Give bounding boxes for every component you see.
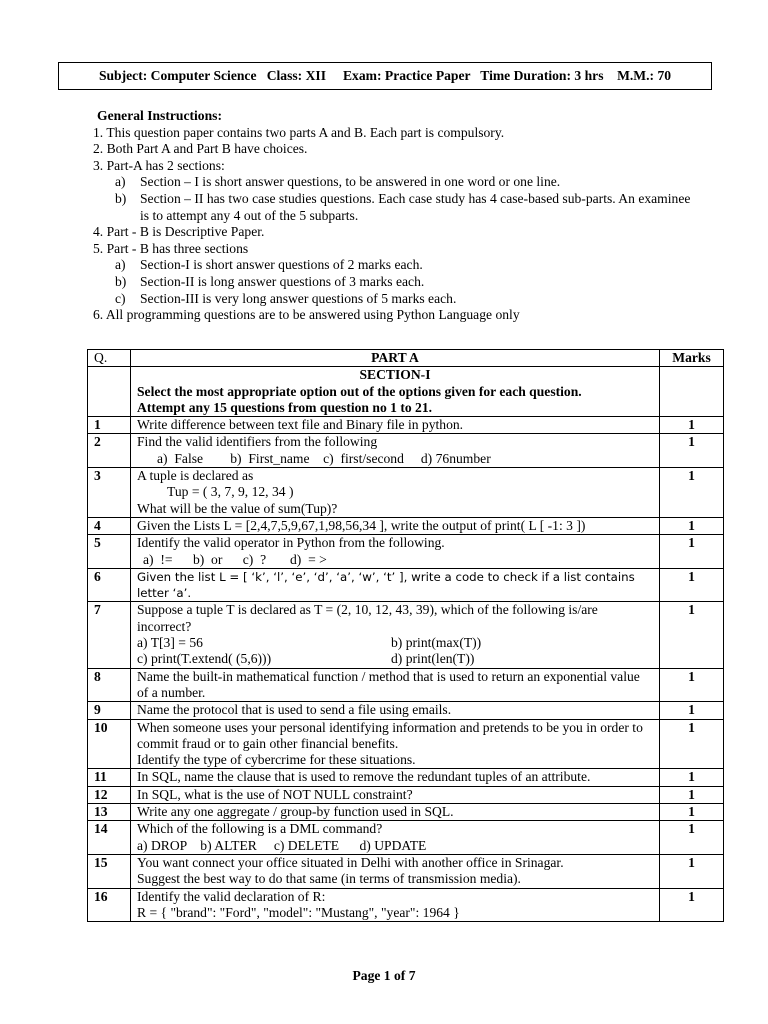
question-row [88, 602, 724, 668]
question-line: Given the Lists L = [2,4,7,5,9,67,1,98,56,34 ], write the output of print( L [ -1: 3 ]) [137, 517, 586, 533]
section-row [88, 367, 724, 417]
question-marks: 1 [660, 668, 724, 702]
question-row [88, 417, 724, 434]
question-marks: 1 [660, 854, 724, 888]
question-marks: 1 [660, 568, 724, 602]
question-line: Name the built-in mathematical function / method that is used to return an exponential value of a number. [137, 668, 640, 700]
question-line: What will be the value of sum(Tup)? [137, 500, 338, 516]
question-options [137, 651, 653, 667]
question-row [88, 719, 724, 769]
question-text [131, 786, 660, 803]
question-text [131, 854, 660, 888]
question-options: a) != b) or c) ? d) = > [143, 551, 327, 567]
column-header-part: PART A [131, 350, 660, 367]
question-text [131, 434, 660, 468]
question-number: 5 [88, 535, 131, 569]
question-number: 7 [88, 602, 131, 668]
question-options [137, 635, 653, 651]
question-line: When someone uses your personal identifying information and pretends to be you in order to commit fraud or to gain other financial benefits. [137, 719, 643, 751]
page-number: Page 1 of 7 [352, 968, 416, 983]
question-line: A tuple is declared as [137, 468, 254, 484]
question-text [131, 468, 660, 518]
question-text [131, 804, 660, 821]
question-row [88, 702, 724, 719]
question-marks: 1 [660, 517, 724, 534]
question-row [88, 568, 724, 602]
question-number: 13 [88, 804, 131, 821]
question-line: Identify the valid operator in Python from the following. [137, 535, 445, 551]
question-marks: 1 [660, 434, 724, 468]
question-text [131, 602, 660, 668]
question-marks: 1 [660, 821, 724, 855]
question-line: Which of the following is a DML command? [137, 821, 383, 837]
instruction-item: 2. Both Part A and Part B have choices. [93, 141, 308, 157]
section-instruction: Select the most appropriate option out of the options given for each question. [137, 383, 582, 399]
question-row [88, 668, 724, 702]
question-text [131, 417, 660, 434]
question-line: In SQL, what is the use of NOT NULL constraint? [137, 786, 413, 802]
question-marks: 1 [660, 888, 724, 922]
question-row [88, 468, 724, 518]
question-line: In SQL, name the clause that is used to remove the redundant tuples of an attribute. [137, 769, 591, 785]
section-title: SECTION-I [359, 367, 431, 383]
table-header-row [88, 350, 724, 367]
question-number: 12 [88, 786, 131, 803]
instruction-subitem: b) Section-II is long answer questions of 3 marks each. [115, 273, 425, 289]
question-number: 2 [88, 434, 131, 468]
question-number: 4 [88, 517, 131, 534]
question-line: Identify the valid declaration of R: [137, 888, 326, 904]
question-text [131, 535, 660, 569]
question-number: 9 [88, 702, 131, 719]
question-text [131, 702, 660, 719]
question-text [131, 719, 660, 769]
question-marks: 1 [660, 786, 724, 803]
question-row [88, 786, 724, 803]
paper-header: Subject: Computer Science Class: XII Exam: Practice Paper Time Duration: 3 hrs M.M.: 70 [58, 62, 712, 90]
question-marks: 1 [660, 468, 724, 518]
instruction-subitem: a) Section – I is short answer questions, to be answered in one word or one line. [115, 174, 561, 190]
question-marks: 1 [660, 769, 724, 786]
instruction-item: 1. This question paper contains two parts A and B. Each part is compulsory. [93, 124, 505, 140]
question-options: a) False b) First_name c) first/second d) 76number [157, 450, 491, 466]
question-number: 10 [88, 719, 131, 769]
question-text [131, 517, 660, 534]
question-marks: 1 [660, 417, 724, 434]
instruction-item: 4. Part - B is Descriptive Paper. [93, 224, 265, 240]
column-header-marks: Marks [660, 350, 724, 367]
instruction-subitem: c) Section-III is very long answer questions of 5 marks each. [115, 290, 457, 306]
instruction-item: 6. All programming questions are to be answered using Python Language only [93, 307, 520, 323]
question-line: Given the list L = [ ‘k’, ‘l’, ‘e’, ‘d’, ‘a’, ‘w’, ‘t’ ], write a code to check if a list contains letter ‘a’. [137, 569, 635, 601]
question-number: 1 [88, 417, 131, 434]
question-line: Identify the type of cybercrime for these situations. [137, 752, 416, 768]
question-text [131, 568, 660, 602]
instruction-item: 3. Part-A has 2 sections: [93, 157, 225, 173]
question-marks: 1 [660, 602, 724, 668]
question-number: 8 [88, 668, 131, 702]
question-line: Write difference between text file and Binary file in python. [137, 417, 464, 433]
question-row [88, 888, 724, 922]
option-d: d) print(len(T)) [391, 651, 475, 667]
question-marks: 1 [660, 535, 724, 569]
question-text [131, 888, 660, 922]
question-options: a) DROP b) ALTER c) DELETE d) UPDATE [137, 837, 427, 853]
option-a: a) T[3] = 56 [137, 635, 203, 651]
instruction-item: 5. Part - B has three sections [93, 240, 249, 256]
question-row [88, 535, 724, 569]
question-row [88, 517, 724, 534]
question-line: Suppose a tuple T is declared as T = (2, 10, 12, 43, 39), which of the following is/are incorrect? [137, 602, 598, 634]
question-number: 16 [88, 888, 131, 922]
question-marks: 1 [660, 804, 724, 821]
question-number: 14 [88, 821, 131, 855]
column-header-q: Q. [88, 350, 131, 367]
question-number: 6 [88, 568, 131, 602]
question-marks: 1 [660, 702, 724, 719]
question-text [131, 769, 660, 786]
general-instructions [93, 108, 693, 324]
question-marks: 1 [660, 719, 724, 769]
question-row [88, 769, 724, 786]
question-line: R = { "brand": "Ford", "model": "Mustang", "year": 1964 } [137, 904, 460, 920]
question-row [88, 804, 724, 821]
question-number: 3 [88, 468, 131, 518]
instruction-subitem: a) Section-I is short answer questions of 2 marks each. [115, 257, 423, 273]
question-line: Suggest the best way to do that same (in terms of transmission media). [137, 871, 521, 887]
instructions-title: General Instructions: [97, 108, 222, 123]
section-instruction: Attempt any 15 questions from question no 1 to 21. [137, 399, 433, 415]
question-row [88, 434, 724, 468]
question-row [88, 821, 724, 855]
question-line: You want connect your office situated in Delhi with another office in Srinagar. [137, 854, 564, 870]
option-b: b) print(max(T)) [391, 635, 482, 651]
question-line: Tup = ( 3, 7, 9, 12, 34 ) [167, 484, 294, 500]
question-line: Name the protocol that is used to send a file using emails. [137, 702, 452, 718]
question-number: 15 [88, 854, 131, 888]
question-table [87, 349, 724, 922]
option-c: c) print(T.extend( (5,6))) [137, 651, 272, 667]
question-number: 11 [88, 769, 131, 786]
question-text [131, 821, 660, 855]
question-text [131, 668, 660, 702]
question-line: Write any one aggregate / group-by function used in SQL. [137, 804, 454, 820]
question-line: Find the valid identifiers from the following [137, 434, 378, 450]
question-row [88, 854, 724, 888]
instruction-subitem: b) Section – II has two case studies questions. Each case study has 4 case-based sub-parts. An examinee is to attempt any 4 out of the 5 subparts. [115, 190, 691, 223]
